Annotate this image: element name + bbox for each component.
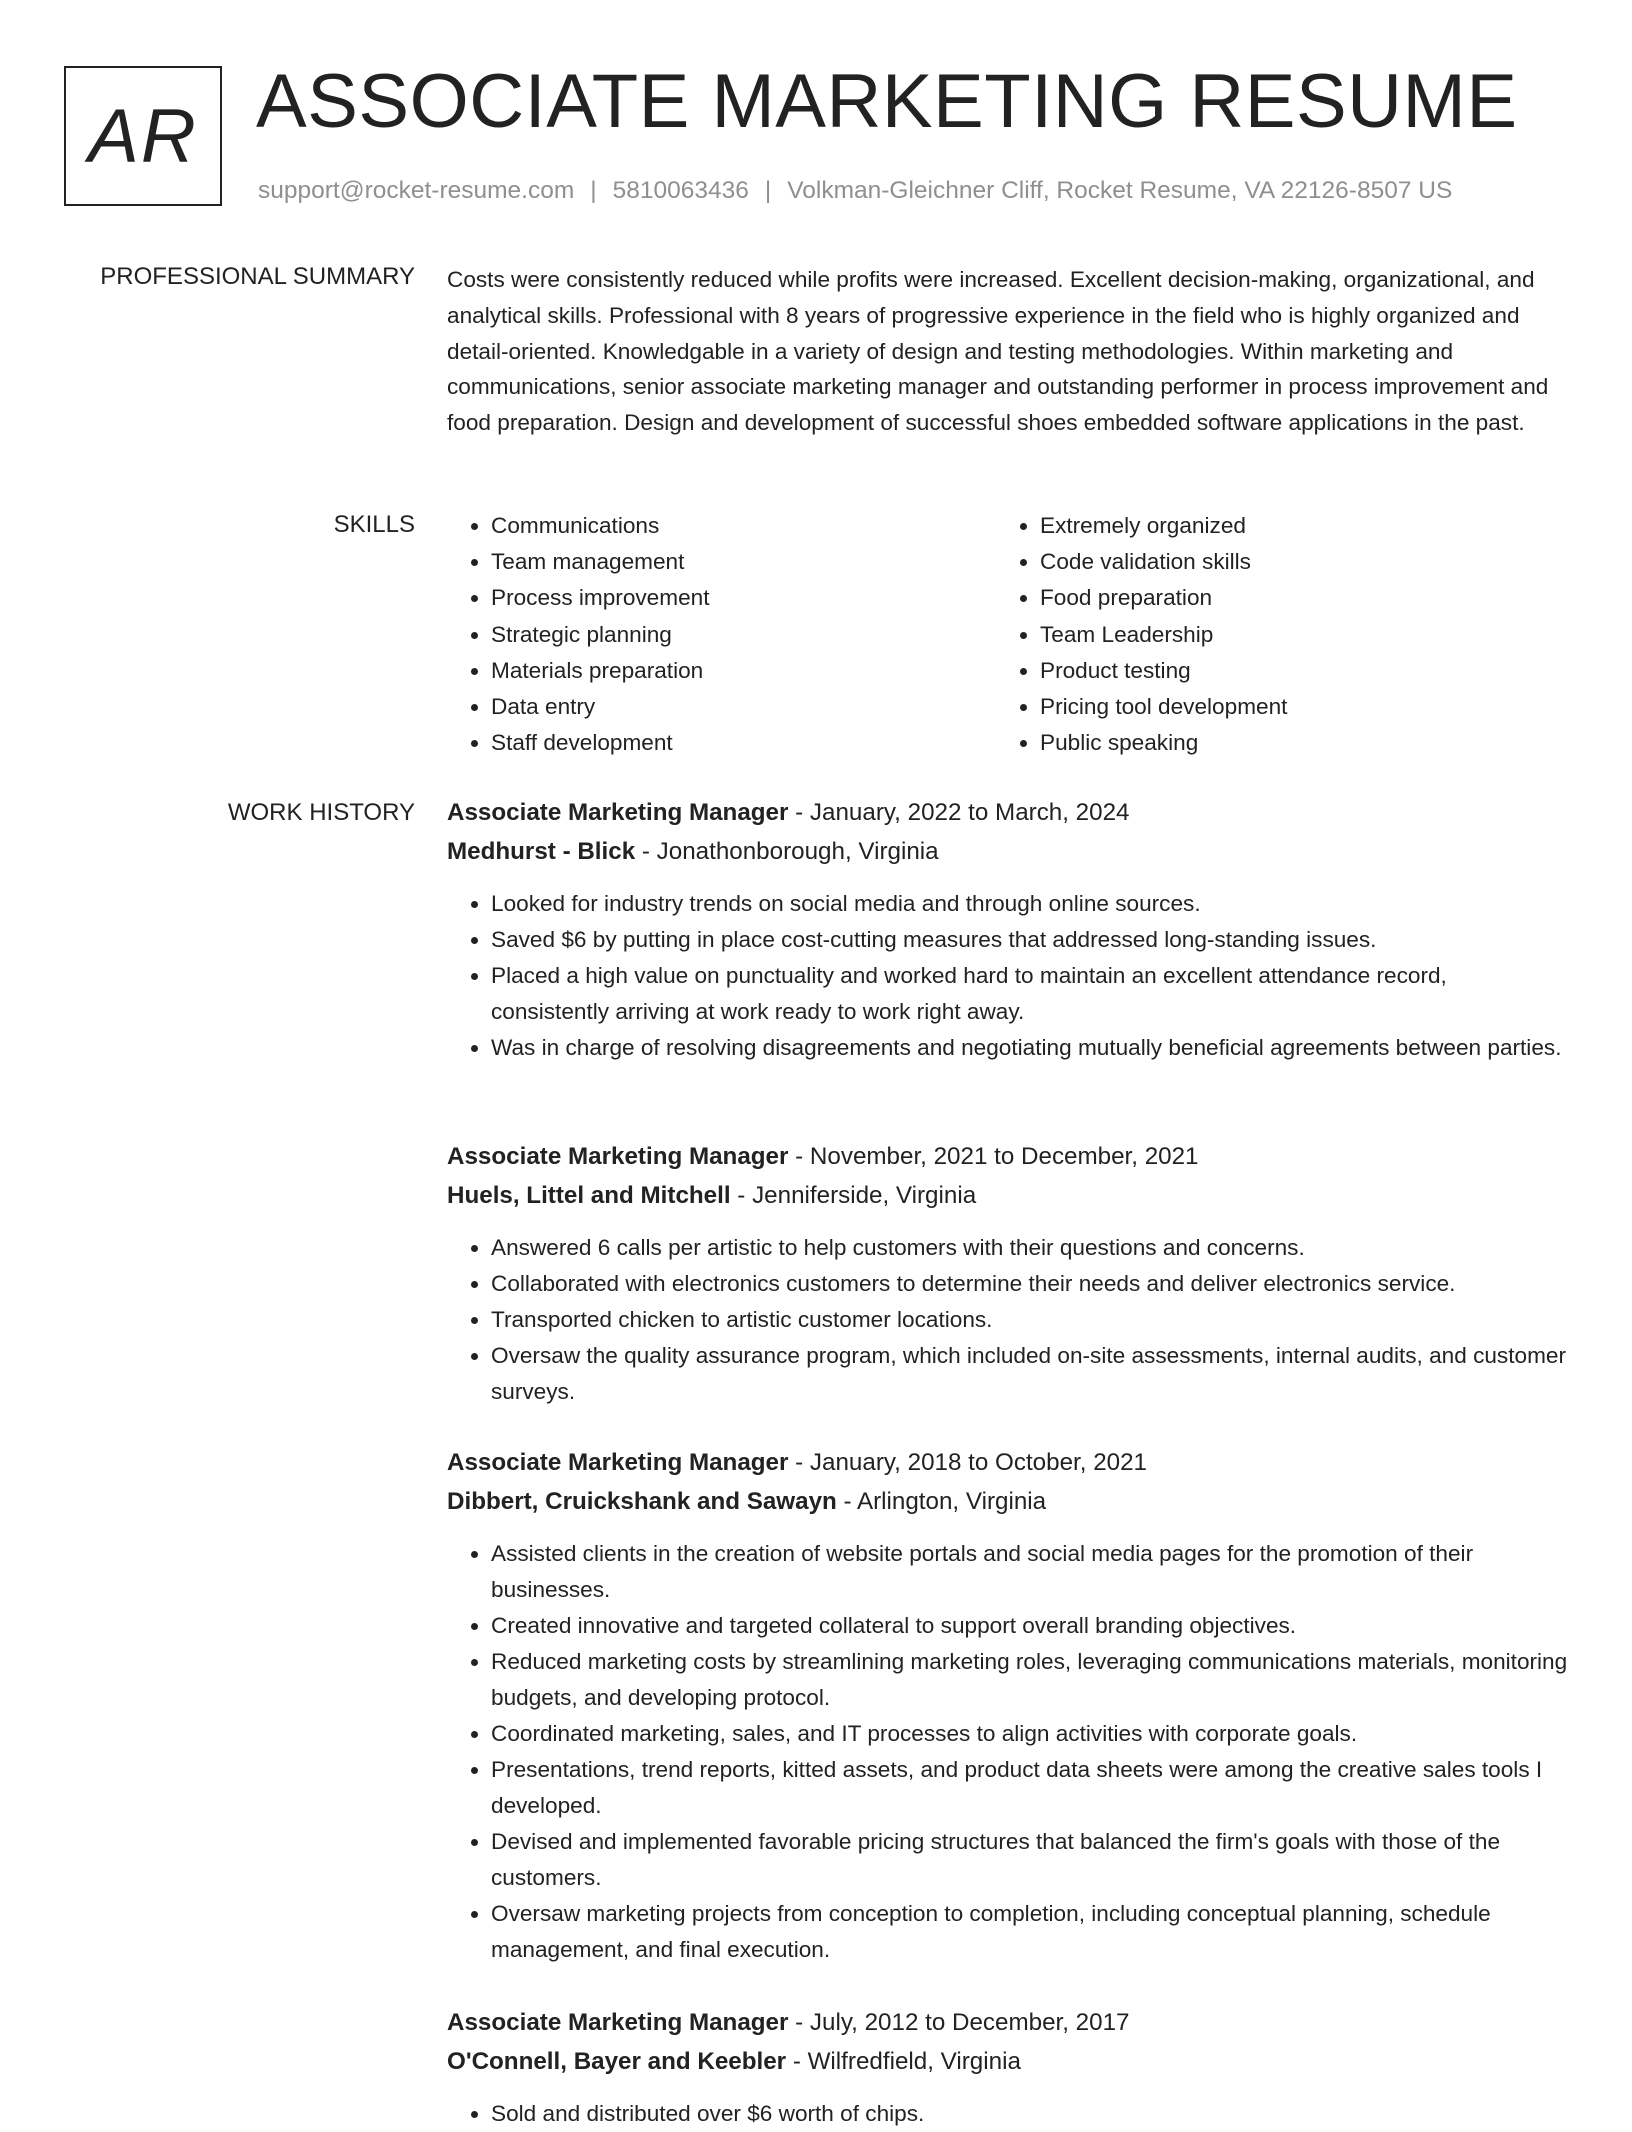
job-title: Associate Marketing Manager	[447, 2009, 789, 2036]
job-bullet: • Looked for industry trends on social media and through online sources.	[491, 886, 1569, 922]
skill-item: • Public speaking	[1040, 725, 1545, 761]
skill-item: • Team management	[491, 544, 996, 580]
job-bullet: • Was in charge of resolving disagreements and negotiating mutually beneficial agreements between parties.	[491, 1030, 1569, 1066]
job-bullet: • Oversaw marketing projects from conception to completion, including conceptual planning, schedule management, and final execution.	[491, 1896, 1569, 1968]
work-history-heading: WORK HISTORY	[227, 799, 415, 826]
contact-line	[258, 175, 1452, 207]
summary-text: Costs were consistently reduced while profits were increased. Excellent decision-making, organizational, and analytical skills. Professional with 8 years of progressive experience in the field who is highly organized and detail-oriented. Knowledgable in a variety of design and testing methodologies. Within marketing and communications, senior associate marketing manager and outstanding performer in process improvement and food preparation. Design and development of successful shoes embedded software applications in the past.	[447, 267, 1549, 436]
skill-item: • Strategic planning	[491, 617, 996, 653]
job-title: Associate Marketing Manager	[447, 1449, 789, 1476]
skill-item: • Process improvement	[491, 580, 996, 616]
job-bullet: • Transported chicken to artistic customer locations.	[491, 1302, 1569, 1338]
job-dates: - January, 2022 to March, 2024	[788, 799, 1130, 826]
skills-list-right	[996, 508, 1545, 761]
job-company-line	[447, 834, 1569, 870]
job-bullets	[447, 1230, 1569, 1410]
job-location: - Arlington, Virginia	[836, 1488, 1047, 1515]
job-title-line	[447, 1445, 1569, 1481]
skill-item: • Code validation skills	[1040, 544, 1545, 580]
job-bullet: • Placed a high value on punctuality and worked hard to maintain an excellent attendance record, consistently arriving at work ready to work right away.	[491, 958, 1569, 1030]
contact-separator: |	[590, 177, 597, 204]
job-bullet: • Answered 6 calls per artistic to help customers with their questions and concerns.	[491, 1230, 1569, 1266]
skill-item: • Communications	[491, 508, 996, 544]
job-bullets	[447, 886, 1569, 1066]
skill-item: • Data entry	[491, 689, 996, 725]
job-company-line	[447, 1178, 1569, 1214]
contact-separator: |	[764, 177, 772, 204]
job-location: - Jonathonborough, Virginia	[635, 838, 939, 865]
skill-item: • Materials preparation	[491, 653, 996, 689]
skill-item: • Food preparation	[1040, 580, 1545, 616]
job-bullet: • Assisted clients in the creation of website portals and social media pages for the promotion of their businesses.	[491, 1536, 1569, 1608]
job-title-line	[447, 1139, 1569, 1175]
job-bullet: • Devised and implemented favorable pricing structures that balanced the firm's goals with those of the customers.	[491, 1824, 1569, 1896]
summary-heading: PROFESSIONAL SUMMARY	[100, 263, 415, 290]
skill-item: • Staff development	[491, 725, 996, 761]
skill-item: • Product testing	[1040, 653, 1545, 689]
skills-heading: SKILLS	[333, 511, 415, 538]
monogram-initials: AR	[88, 93, 198, 179]
contact-email: support@rocket-resume.com	[258, 177, 575, 204]
job-company: Dibbert, Cruickshank and Sawayn	[447, 1488, 837, 1515]
skills-list-left	[447, 508, 996, 761]
job-title-line	[447, 795, 1569, 831]
job-company-line	[447, 2044, 1569, 2080]
contact-address: Volkman-Gleichner Cliff, Rocket Resume, VA 22126-8507 US	[787, 177, 1453, 204]
job-bullet: • Oversaw the quality assurance program, which included on-site assessments, internal audits, and customer surveys.	[491, 1338, 1569, 1410]
skill-item: • Team Leadership	[1040, 617, 1545, 653]
contact-phone: 5810063436	[612, 177, 749, 204]
job-bullet: • Sold and distributed over $6 worth of chips.	[491, 2096, 1569, 2132]
job-title: Associate Marketing Manager	[447, 799, 789, 826]
job-company: O'Connell, Bayer and Keebler	[447, 2048, 787, 2075]
job-entry	[447, 2005, 1569, 2132]
job-company: Medhurst - Blick	[447, 838, 636, 865]
job-location: - Wilfredfield, Virginia	[786, 2048, 1021, 2075]
job-company-line	[447, 1484, 1569, 1520]
job-bullets	[447, 1536, 1569, 1968]
job-bullet: • Presentations, trend reports, kitted assets, and product data sheets were among the creative sales tools I developed.	[491, 1752, 1569, 1824]
job-bullet: • Reduced marketing costs by streamlining marketing roles, leveraging communications materials, monitoring budgets, and developing protocol.	[491, 1644, 1569, 1716]
resume-title: ASSOCIATE MARKETING RESUME	[256, 59, 1518, 144]
monogram-box	[64, 66, 222, 206]
job-bullet: • Created innovative and targeted collateral to support overall branding objectives.	[491, 1608, 1569, 1644]
job-title: Associate Marketing Manager	[447, 1143, 789, 1170]
job-dates: - July, 2012 to December, 2017	[788, 2009, 1130, 2036]
job-title-line	[447, 2005, 1569, 2041]
job-bullet: • Collaborated with electronics customers to determine their needs and deliver electronics service.	[491, 1266, 1569, 1302]
job-bullet: • Saved $6 by putting in place cost-cutting measures that addressed long-standing issues.	[491, 922, 1569, 958]
job-bullet: • Coordinated marketing, sales, and IT processes to align activities with corporate goals.	[491, 1716, 1569, 1752]
skill-item: • Pricing tool development	[1040, 689, 1545, 725]
job-entry	[447, 795, 1569, 1066]
skill-item: • Extremely organized	[1040, 508, 1545, 544]
job-dates: - January, 2018 to October, 2021	[788, 1449, 1147, 1476]
job-entry	[447, 1445, 1569, 1968]
job-bullets	[447, 2096, 1569, 2132]
skills-columns	[447, 508, 1569, 761]
job-dates: - November, 2021 to December, 2021	[788, 1143, 1199, 1170]
job-location: - Jenniferside, Virginia	[730, 1182, 977, 1209]
job-entry	[447, 1139, 1569, 1410]
skills-body	[447, 508, 1569, 761]
summary-body	[447, 260, 1569, 439]
job-company: Huels, Littel and Mitchell	[447, 1182, 731, 1209]
